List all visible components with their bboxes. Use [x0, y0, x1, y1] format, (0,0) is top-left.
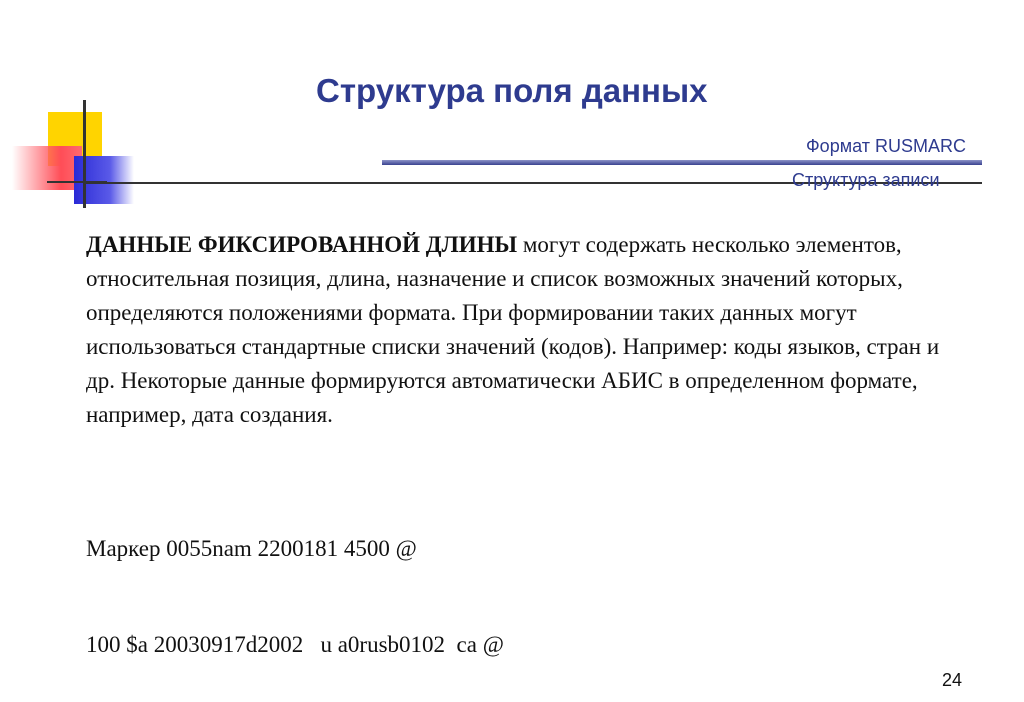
marker-line: Маркер 0055nam 2200181 4500 @ [86, 536, 417, 561]
logo-vertical-line [83, 100, 86, 208]
body-bold-term: ДАННЫЕ ФИКСИРОВАННОЙ ДЛИНЫ [86, 232, 518, 257]
field-100-line: 100 $a 20030917d2002 u a0rusb0102 ca @ [86, 632, 504, 657]
body-paragraph [86, 228, 946, 432]
subtitle-section: Структура записи [792, 170, 940, 190]
slide-title: Структура поля данных [316, 72, 708, 109]
body-rest-text: могут содержать несколько элементов, относительная позиция, длина, назначение и список возможных значений которых, определяются положениями формата. При формировании таких данных могут использоваться стандартные списки значений (кодов). Например: коды языков, стран и др. Некоторые данные формируются автоматически АБИС в определенном формате, например, дата создания. [86, 232, 940, 427]
decorative-logo [0, 0, 160, 220]
title-underline-blue [382, 160, 982, 165]
logo-red-square [12, 146, 82, 190]
subtitle-format: Формат RUSMARC [806, 136, 966, 156]
page-number: 24 [942, 670, 963, 690]
